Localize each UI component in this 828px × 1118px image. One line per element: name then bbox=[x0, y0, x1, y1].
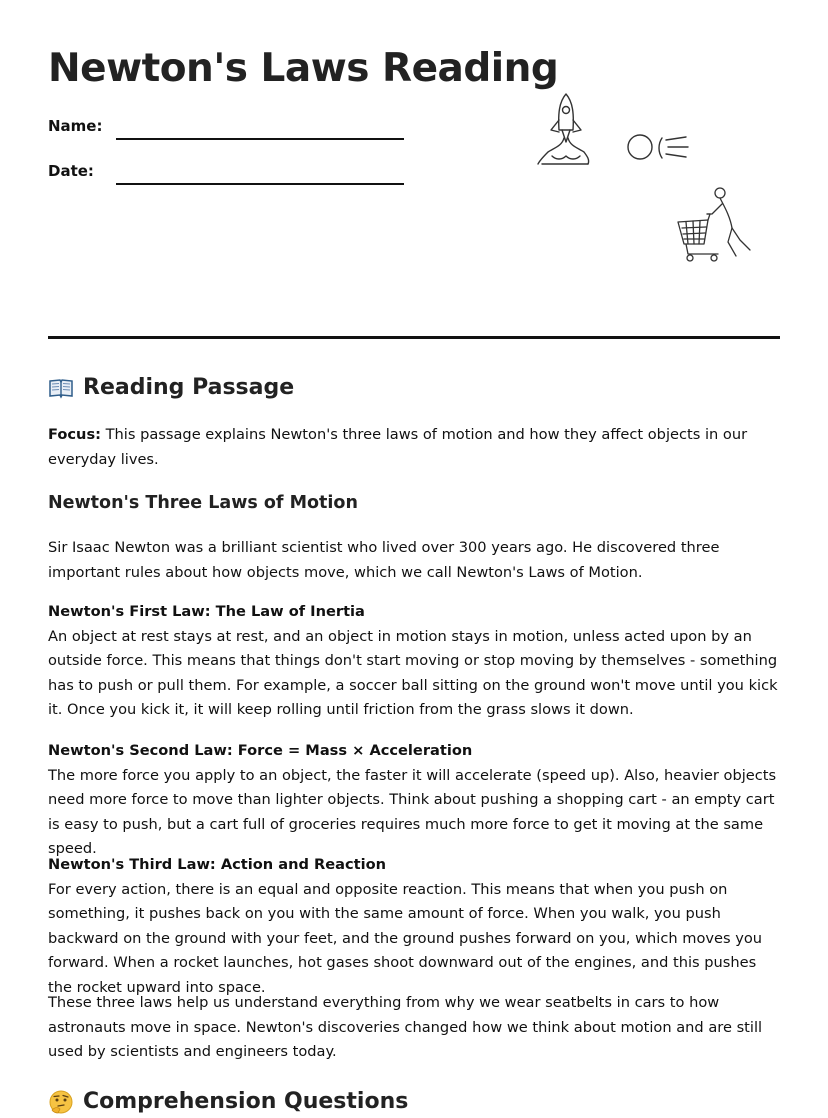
reading-passage-heading bbox=[48, 375, 294, 400]
comprehension-questions-heading-text: Comprehension Questions bbox=[83, 1089, 409, 1114]
third-law-title: Newton's Third Law: Action and Reaction bbox=[48, 856, 387, 873]
intro-paragraph bbox=[48, 536, 784, 585]
focus-statement bbox=[48, 423, 784, 472]
intro-text: Sir Isaac Newton was a brilliant scientist who lived over 300 years ago. He discovered three important rules about how objects move, which we call Newton's Laws of Motion. bbox=[48, 539, 720, 581]
open-book-icon bbox=[48, 376, 74, 400]
name-field-line[interactable] bbox=[116, 138, 404, 140]
section-divider bbox=[48, 336, 780, 339]
second-law-text: The more force you apply to an object, the faster it will accelerate (speed up). Also, heavier objects need more force to move than lighter objects. Think about pushing a shopping cart - an empty cart is easy to push, but a cart full of groceries requires much more force to get it moving at the same speed. bbox=[48, 766, 777, 857]
thinking-face-icon bbox=[48, 1090, 74, 1114]
worksheet-title: Newton's Laws Reading bbox=[48, 46, 559, 91]
conclusion-paragraph bbox=[48, 991, 784, 1065]
third-law-section bbox=[48, 853, 784, 1000]
comprehension-questions-heading bbox=[48, 1089, 408, 1114]
reading-passage-heading-text: Reading Passage bbox=[83, 375, 295, 400]
first-law-title: Newton's First Law: The Law of Inertia bbox=[48, 603, 365, 620]
ball-icon bbox=[624, 128, 694, 166]
rocket-icon bbox=[532, 90, 592, 170]
second-law-section bbox=[48, 739, 784, 862]
first-law-section bbox=[48, 600, 784, 723]
laws-subheading: Newton's Three Laws of Motion bbox=[48, 493, 358, 513]
date-label: Date: bbox=[48, 162, 94, 180]
date-field-line[interactable] bbox=[116, 183, 404, 185]
third-law-text: For every action, there is an equal and opposite reaction. This means that when you push on something, it pushes back on you with the same amount of force. When you walk, you push backward on the ground with your feet, and the ground pushes forward on you, which moves you forward. When a rocket launches, hot gases shoot downward out of the engines, and this pushes the rocket upward into space. bbox=[48, 880, 763, 996]
second-law-title: Newton's Second Law: Force = Mass × Acceleration bbox=[48, 742, 473, 759]
name-label: Name: bbox=[48, 117, 103, 135]
focus-text: This passage explains Newton's three laws of motion and how they affect objects in our everyday lives. bbox=[48, 426, 748, 468]
first-law-text: An object at rest stays at rest, and an object in motion stays in motion, unless acted upon by an outside force. This means that things don't start moving or stop moving by themselves - something has to push or pull them. For example, a soccer ball sitting on the ground won't move until you kick it. Once you kick it, it will keep rolling until friction from the grass slows it down. bbox=[48, 627, 778, 718]
shopping-cart-icon bbox=[674, 184, 758, 266]
focus-label: Focus: bbox=[48, 426, 101, 443]
conclusion-text: These three laws help us understand everything from why we wear seatbelts in cars to how astronauts move in space. Newton's discoveries changed how we think about motion and are still used by scientists and engineers today. bbox=[48, 994, 763, 1060]
